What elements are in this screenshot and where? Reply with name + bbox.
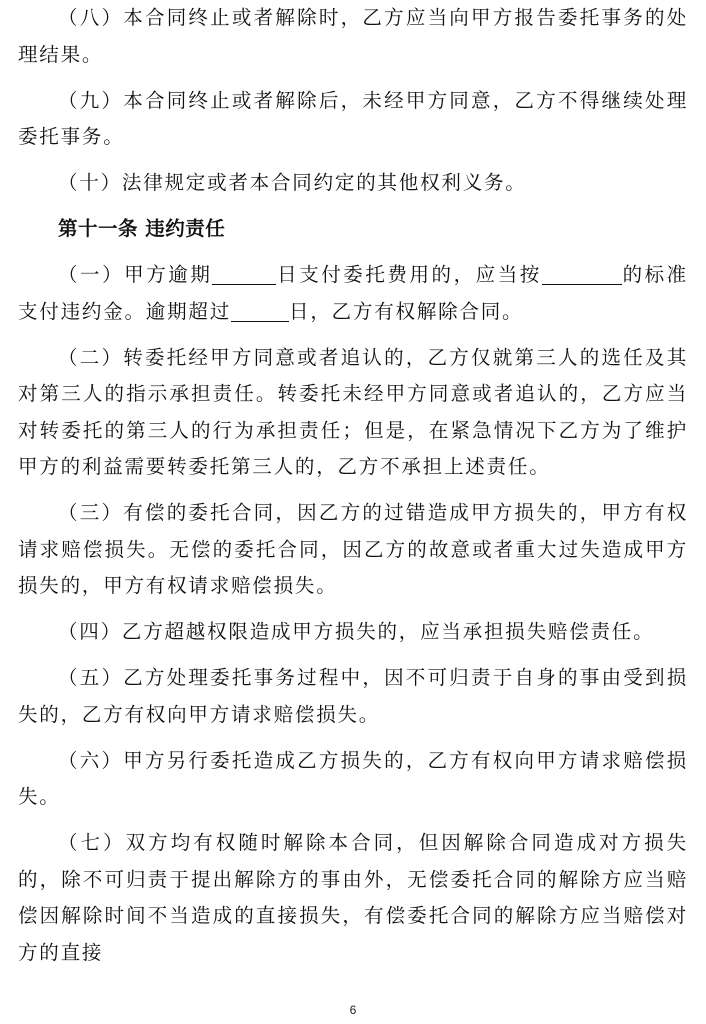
liability-item-5: （五）乙方处理委托事务过程中，因不可归责于自身的事由受到损失的，乙方有权向甲方请求赔偿损失。 [18, 666, 688, 726]
section-heading: 第十一条 违约责任 [58, 217, 226, 240]
liability-item-2: （二）转委托经甲方同意或者追认的，乙方仅就第三人的选任及其对第三人的指示承担责任。转委托未经甲方同意或者追认的，乙方应当对转委托的第三人的行为承担责任；但是，在紧急情况下乙方为了维护甲方的利益需要转委托第三人的，乙方不承担上述责任。 [18, 345, 688, 478]
item1-text-a: （一）甲方逾期 [58, 263, 213, 286]
liability-item-6: （六）甲方另行委托造成乙方损失的，乙方有权向甲方请求赔偿损失。 [18, 748, 688, 808]
blank-days-exceeded[interactable] [231, 299, 289, 322]
item1-text-c: 的标准支付违约金。逾期超过 [18, 263, 688, 323]
liability-item-1 [18, 257, 688, 330]
liability-item-4: （四）乙方超越权限造成甲方损失的，应当承担损失赔偿责任。 [58, 620, 655, 643]
page-number: 6 [349, 1003, 357, 1017]
item1-text-b: 日支付委托费用的，应当按 [276, 263, 542, 286]
item1-text-d: 日，乙方有权解除合同。 [289, 299, 524, 323]
clause-8: （八）本合同终止或者解除时，乙方应当向甲方报告委托事务的处理结果。 [18, 6, 688, 66]
blank-penalty-rate[interactable] [542, 262, 622, 285]
blank-days-overdue[interactable] [212, 262, 276, 285]
clause-9: （九）本合同终止或者解除后，未经甲方同意，乙方不得继续处理委托事务。 [18, 88, 688, 148]
document-body [18, 0, 688, 981]
clause-10: （十）法律规定或者本合同约定的其他权利义务。 [58, 171, 527, 194]
liability-item-7: （七）双方均有权随时解除本合同，但因解除合同造成对方损失的，除不可归责于提出解除方的事由外，无偿委托合同的解除方应当赔偿因解除时间不当造成的直接损失，有偿委托合同的解除方应当赔偿对方的直接 [18, 831, 688, 964]
liability-item-3: （三）有偿的委托合同，因乙方的过错造成甲方损失的，甲方有权请求赔偿损失。无偿的委托合同，因乙方的故意或者重大过失造成甲方损失的，甲方有权请求赔偿损失。 [18, 501, 688, 597]
